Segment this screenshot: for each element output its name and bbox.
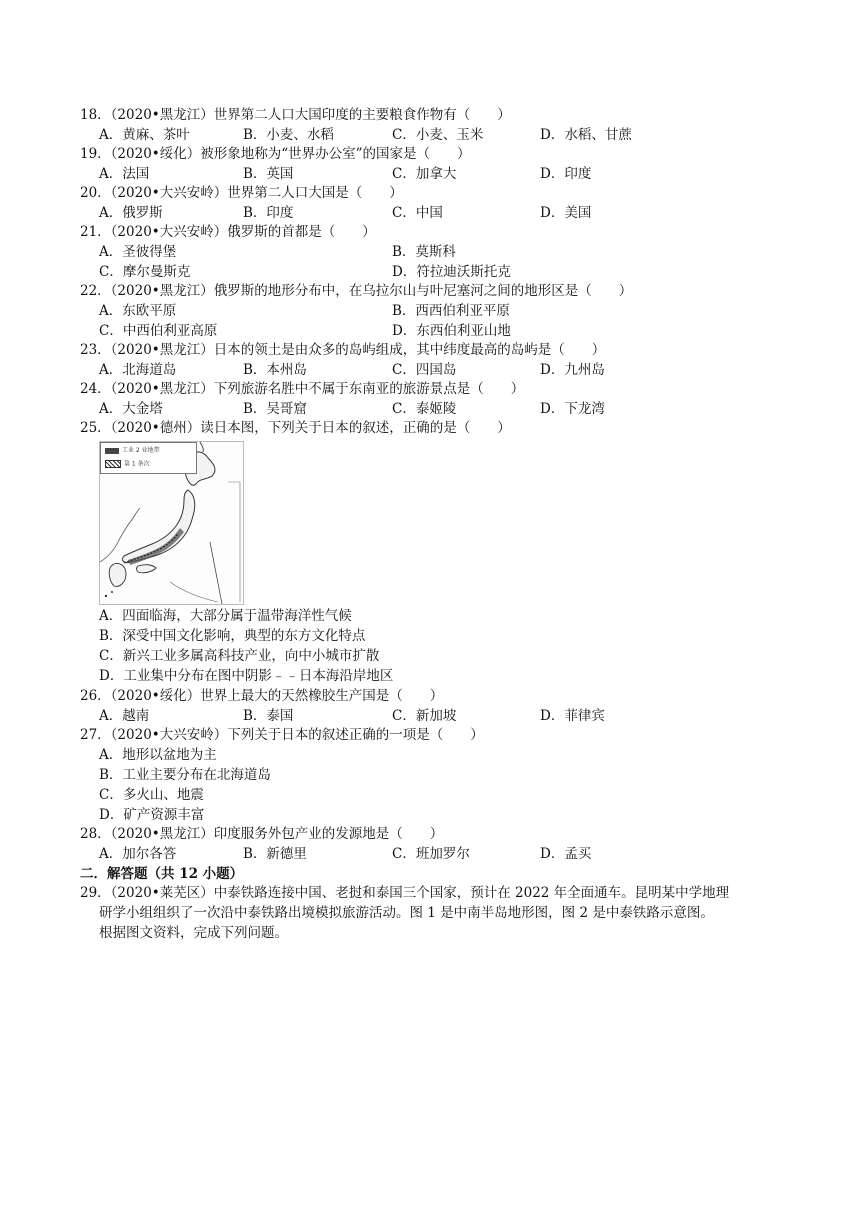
q23-option-c: C．四国岛 (392, 362, 457, 378)
q22-option-a: A．东欧平原 (99, 303, 177, 319)
q18-option-b: B．小麦、水稻 (243, 127, 334, 143)
legend-item-2: 第 1 条次 (124, 460, 150, 468)
q24-option-d: D．下龙湾 (540, 401, 605, 417)
question-29-line-2: 研学小组组织了一次沿中泰铁路出境模拟旅游活动。图 1 是中南半岛地形图，图 2 是中泰铁路示意图。 (99, 905, 714, 921)
q19-option-a: A．法国 (99, 166, 150, 182)
question-18-stem: 18．（2020•黑龙江）世界第二人口大国印度的主要粮食作物有（ ） (80, 107, 511, 123)
question-24-stem: 24．（2020•黑龙江）下列旅游名胜中不属于东南亚的旅游景点是（ ） (80, 381, 525, 397)
section-2-heading: 二．解答题（共 12 小题） (80, 866, 244, 882)
q18-option-c: C．小麦、玉米 (392, 127, 484, 143)
q21-option-c: C．摩尔曼斯克 (99, 264, 191, 280)
question-26-stem: 26．（2020•绥化）世界上最大的天然橡胶生产国是（ ） (80, 688, 444, 704)
q24-option-c: C．泰姬陵 (392, 401, 457, 417)
q19-option-b: B．英国 (243, 166, 294, 182)
q21-option-b: B．莫斯科 (392, 244, 456, 260)
q18-option-d: D．水稻、甘蔗 (540, 127, 632, 143)
q18-option-a: A．黄麻、茶叶 (99, 127, 190, 143)
q22-option-b: B．西西伯利亚平原 (392, 303, 510, 319)
q28-option-b: B．新德里 (243, 846, 307, 862)
question-25-stem: 25．（2020•德州）读日本图，下列关于日本的叙述，正确的是（ ） (80, 420, 511, 436)
japan-map-figure (99, 441, 244, 605)
q26-option-b: B．泰国 (243, 708, 294, 724)
question-23-stem: 23．（2020•黑龙江）日本的领土是由众多的岛屿组成，其中纬度最高的岛屿是（ ） (80, 342, 606, 358)
q19-option-c: C．加拿大 (392, 166, 457, 182)
q26-option-c: C．新加坡 (392, 708, 457, 724)
question-29-line-3: 根据图文资料，完成下列问题。 (99, 925, 288, 941)
q22-option-d: D．东西伯利亚山地 (392, 323, 511, 339)
question-22-stem: 22．（2020•黑龙江）俄罗斯的地形分布中，在乌拉尔山与叶尼塞河之间的地形区是（ ） (80, 283, 633, 299)
q27-option-a: A．地形以盆地为主 (99, 747, 217, 763)
question-28-stem: 28．（2020•黑龙江）印度服务外包产业的发源地是（ ） (80, 826, 444, 842)
question-20-stem: 20．（2020•大兴安岭）世界第二人口大国是（ ） (80, 185, 403, 201)
q20-option-b: B．印度 (243, 205, 294, 221)
q25-option-b: B．深受中国文化影响，典型的东方文化特点 (99, 628, 366, 644)
q24-option-a: A．大金塔 (99, 401, 163, 417)
q28-option-a: A．加尔各答 (99, 846, 177, 862)
legend-item-1: 工业 2 业地带 (122, 447, 160, 454)
q26-option-a: A．越南 (99, 708, 150, 724)
q26-option-d: D．菲律宾 (540, 708, 605, 724)
question-27-stem: 27．（2020•大兴安岭）下列关于日本的叙述正确的一项是（ ） (80, 727, 484, 743)
q23-option-a: A．北海道岛 (99, 362, 177, 378)
q22-option-c: C．中西伯利亚高原 (99, 323, 218, 339)
q21-option-a: A．圣彼得堡 (99, 244, 177, 260)
q28-option-c: C．班加罗尔 (392, 846, 470, 862)
q23-option-b: B．本州岛 (243, 362, 307, 378)
question-29-line-1: 29．（2020•莱芜区）中泰铁路连接中国、老挝和泰国三个国家，预计在 2022 年全面通车。昆明某中学地理 (80, 885, 730, 901)
question-21-stem: 21．（2020•大兴安岭）俄罗斯的首都是（ ） (80, 224, 376, 240)
map-legend (100, 442, 197, 474)
q25-option-c: C．新兴工业多属高科技产业，向中小城市扩散 (99, 648, 380, 664)
question-19-stem: 19．（2020•绥化）被形象地称为“世界办公室”的国家是（ ） (80, 146, 471, 162)
q24-option-b: B．吴哥窟 (243, 401, 307, 417)
q25-option-d: D．工业集中分布在图中阴影﹣﹣日本海沿岸地区 (99, 668, 394, 684)
q19-option-d: D．印度 (540, 166, 592, 182)
q28-option-d: D．孟买 (540, 846, 592, 862)
q20-option-a: A．俄罗斯 (99, 205, 163, 221)
q20-option-c: C．中国 (392, 205, 443, 221)
q27-option-c: C．多火山、地震 (99, 787, 204, 803)
q27-option-b: B．工业主要分布在北海道岛 (99, 767, 271, 783)
q25-option-a: A．四面临海，大部分属于温带海洋性气候 (99, 608, 352, 624)
q21-option-d: D．符拉迪沃斯托克 (392, 264, 511, 280)
q20-option-d: D．美国 (540, 205, 592, 221)
q23-option-d: D．九州岛 (540, 362, 605, 378)
q27-option-d: D．矿产资源丰富 (99, 807, 205, 823)
